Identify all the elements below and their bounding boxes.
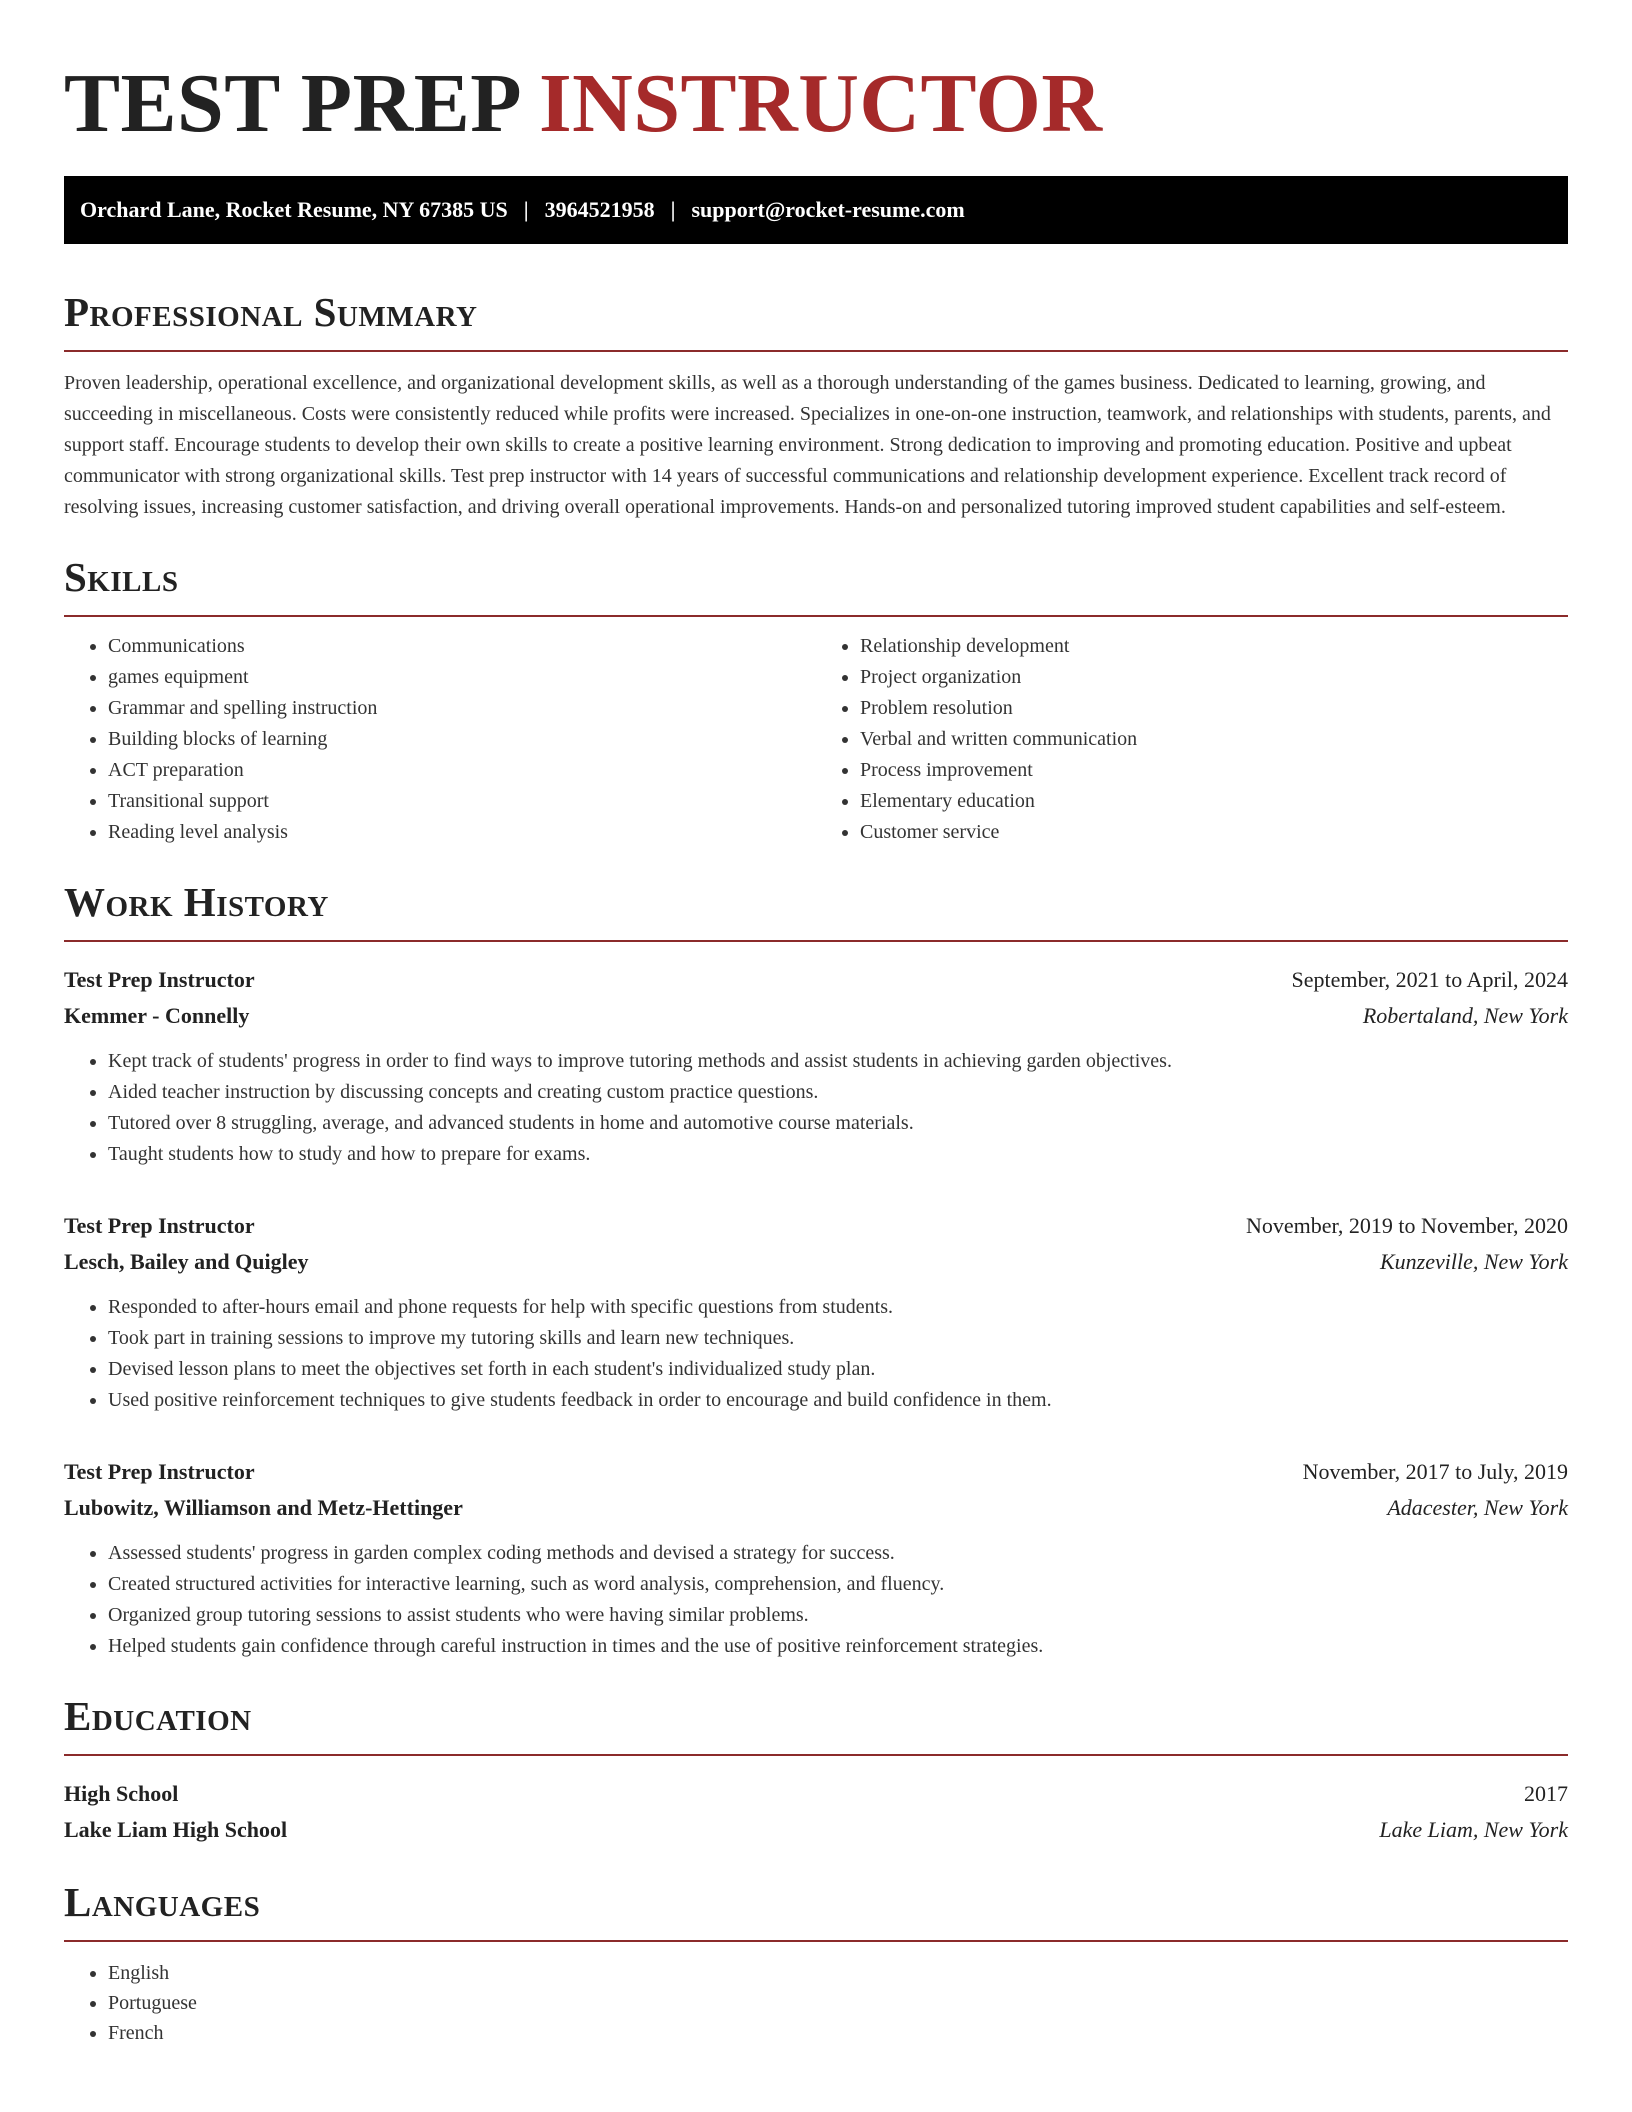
skill-item: • Relationship development — [860, 631, 1568, 662]
education-year: 2017 — [1524, 1781, 1568, 1806]
summary-text: Proven leadership, operational excellence, and organizational development skills, as well as a thorough understanding of the games business. Dedicated to learning, growing, and succeeding in miscellaneous. Costs were consistently reduced while profits were increased. Specializes in one-on-one instruction, teamwork, and relationships with students, parents, and support staff. Encourage students to develop their own skills to create a positive learning environment. Strong dedication to improving and promoting education. Positive and upbeat communicator with strong organizational skills. Test prep instructor with 14 years of successful communications and relationship development experience. Excellent track record of resolving issues, increasing customer satisfaction, and driving overall operational improvements. Hands-on and personalized tutoring improved student capabilities and self-esteem. — [64, 372, 1551, 518]
job-entry — [64, 1208, 1568, 1416]
education-header-row — [64, 1776, 1568, 1812]
job-header-row — [64, 962, 1568, 998]
skill-item: • Customer service — [860, 817, 1568, 848]
language-item: • English — [108, 1958, 1568, 1988]
page-title — [64, 52, 1568, 156]
contact-separator: | — [670, 197, 676, 222]
skill-item: • games equipment — [108, 662, 816, 693]
education-school-row — [64, 1812, 1568, 1848]
job-location: Robertaland, New York — [1362, 1003, 1568, 1028]
job-bullet: • Created structured activities for interactive learning, such as word analysis, comprehension, and fluency. — [108, 1569, 1568, 1600]
languages-list — [64, 1958, 1568, 2048]
job-bullets — [64, 1292, 1568, 1416]
section-divider — [64, 940, 1568, 942]
job-bullet: • Helped students gain confidence through careful instruction in times and the use of positive reinforcement strategies. — [108, 1631, 1568, 1662]
education-school: Lake Liam High School — [64, 1817, 288, 1842]
education-entry — [64, 1776, 1568, 1848]
job-bullets — [64, 1046, 1568, 1170]
job-bullet: • Assessed students' progress in garden complex coding methods and devised a strategy for success. — [108, 1538, 1568, 1569]
skill-item: • Problem resolution — [860, 693, 1568, 724]
education-degree: High School — [64, 1781, 179, 1806]
name-first: TEST PREP — [64, 57, 518, 150]
name-last: INSTRUCTOR — [538, 57, 1103, 150]
skill-item: • Project organization — [860, 662, 1568, 693]
language-item: • Portuguese — [108, 1988, 1568, 2018]
section-divider — [64, 1940, 1568, 1942]
skill-item: • Building blocks of learning — [108, 724, 816, 755]
job-bullet: • Organized group tutoring sessions to assist students who were having similar problems. — [108, 1600, 1568, 1631]
contact-bar — [64, 176, 1568, 244]
section-divider — [64, 350, 1568, 352]
job-company: Kemmer - Connelly — [64, 1003, 250, 1028]
job-bullet: • Tutored over 8 struggling, average, and advanced students in home and automotive course materials. — [108, 1108, 1568, 1139]
job-location: Adacester, New York — [1387, 1495, 1568, 1520]
section-title-skills: Skills — [64, 554, 179, 600]
job-role: Test Prep Instructor — [64, 1459, 255, 1484]
job-dates: September, 2021 to April, 2024 — [1291, 967, 1568, 992]
job-header-row — [64, 1454, 1568, 1490]
job-company-row — [64, 1490, 1568, 1526]
job-role: Test Prep Instructor — [64, 967, 255, 992]
contact-address: Orchard Lane, Rocket Resume, NY 67385 US — [80, 197, 508, 222]
skills-list-right — [816, 631, 1568, 848]
job-bullet: • Devised lesson plans to meet the objectives set forth in each student's individualized study plan. — [108, 1354, 1568, 1385]
skill-item: • Verbal and written communication — [860, 724, 1568, 755]
summary-section — [64, 288, 1568, 523]
skill-item: • Transitional support — [108, 786, 816, 817]
job-header-row — [64, 1208, 1568, 1244]
job-bullet: • Kept track of students' progress in order to find ways to improve tutoring methods and assist students in achieving garden objectives. — [108, 1046, 1568, 1077]
job-bullet: • Taught students how to study and how to prepare for exams. — [108, 1139, 1568, 1170]
skills-list-left — [64, 631, 816, 848]
section-title-languages: Languages — [64, 1879, 261, 1925]
job-bullet: • Took part in training sessions to improve my tutoring skills and learn new techniques. — [108, 1323, 1568, 1354]
contact-email: support@rocket-resume.com — [691, 197, 965, 222]
skill-item: • Communications — [108, 631, 816, 662]
language-item: • French — [108, 2018, 1568, 2048]
skills-columns — [64, 631, 1568, 848]
job-company-row — [64, 998, 1568, 1034]
skill-item: • ACT preparation — [108, 755, 816, 786]
section-divider — [64, 1754, 1568, 1756]
job-dates: November, 2017 to July, 2019 — [1302, 1459, 1568, 1484]
skills-section — [64, 553, 1568, 848]
skill-item: • Elementary education — [860, 786, 1568, 817]
job-bullet: • Used positive reinforcement techniques to give students feedback in order to encourage and build confidence in them. — [108, 1385, 1568, 1416]
job-company: Lubowitz, Williamson and Metz-Hettinger — [64, 1495, 463, 1520]
section-title-summary: Professional Summary — [64, 289, 478, 335]
job-entry — [64, 962, 1568, 1170]
job-entry — [64, 1454, 1568, 1662]
skill-item: • Process improvement — [860, 755, 1568, 786]
skill-item: • Grammar and spelling instruction — [108, 693, 816, 724]
job-location: Kunzeville, New York — [1379, 1249, 1568, 1274]
contact-phone: 3964521958 — [544, 197, 655, 222]
contact-separator: | — [523, 197, 529, 222]
job-bullets — [64, 1538, 1568, 1662]
job-company-row — [64, 1244, 1568, 1280]
job-role: Test Prep Instructor — [64, 1213, 255, 1238]
section-title-work-history: Work History — [64, 879, 329, 925]
job-bullet: • Aided teacher instruction by discussing concepts and creating custom practice questions. — [108, 1077, 1568, 1108]
skill-item: • Reading level analysis — [108, 817, 816, 848]
job-bullet: • Responded to after-hours email and phone requests for help with specific questions from students. — [108, 1292, 1568, 1323]
education-location: Lake Liam, New York — [1379, 1817, 1568, 1842]
section-divider — [64, 615, 1568, 617]
education-section — [64, 1692, 1568, 1848]
job-company: Lesch, Bailey and Quigley — [64, 1249, 309, 1274]
section-title-education: Education — [64, 1693, 252, 1739]
languages-section — [64, 1878, 1568, 2048]
job-dates: November, 2019 to November, 2020 — [1245, 1213, 1568, 1238]
work-history-section — [64, 878, 1568, 1662]
